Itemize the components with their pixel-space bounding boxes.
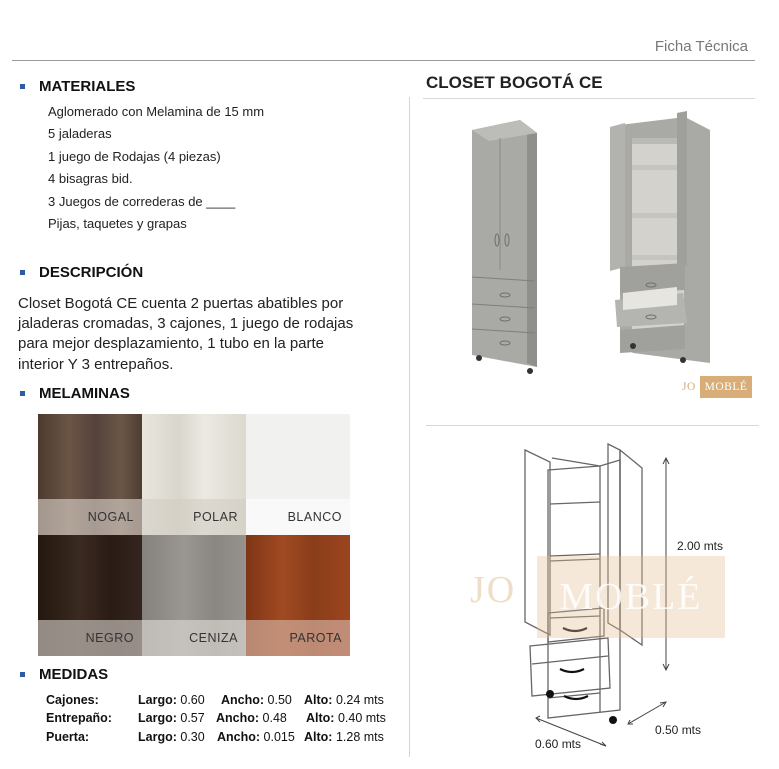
bullet-icon: [20, 672, 25, 677]
swatch-parota: [246, 535, 350, 656]
swatch-ceniza: [142, 535, 246, 656]
swatch-label: CENIZA: [142, 620, 246, 656]
descripcion-title: DESCRIPCIÓN: [39, 264, 144, 281]
brand-logo-left: JO: [682, 381, 696, 393]
swatch-label: BLANCO: [246, 499, 350, 535]
medidas-title: MEDIDAS: [39, 666, 109, 683]
materiales-list: [48, 101, 264, 235]
bullet-icon: [20, 270, 25, 275]
list-item: Aglomerado con Melamina de 15 mm: [48, 104, 265, 119]
height-dimension-label: 2.00 mts: [677, 539, 724, 553]
product-photo: [455, 105, 755, 380]
watermark-logo: MOBLÉ: [537, 556, 725, 638]
header-divider: [12, 60, 755, 61]
list-item: Pijas, taquetes y grapas: [48, 216, 187, 232]
largo-cell: Largo: 0.57: [138, 711, 205, 725]
swatch-label: NEGRO: [38, 620, 142, 656]
bullet-icon: [20, 391, 25, 396]
bullet-icon: [20, 84, 25, 89]
closed-closet-image: [472, 120, 537, 374]
photo-divider: [426, 425, 759, 426]
width-dimension-label: 0.60 mts: [535, 737, 582, 751]
swatch-nogal: [38, 414, 142, 535]
swatch-label: PAROTA: [246, 620, 350, 656]
product-title: CLOSET BOGOTÁ CE: [426, 73, 603, 92]
table-row-label: Puerta:: [46, 730, 90, 744]
alto-cell: Alto: 0.24 mts: [304, 693, 384, 707]
list-item: 4 bisagras bid.: [48, 171, 133, 187]
depth-dimension-label: 0.50 mts: [655, 723, 702, 737]
text-line: Closet Bogotá CE cuenta 2 puertas abatibles por: [18, 295, 344, 312]
watermark-left: JO: [470, 569, 517, 611]
ancho-cell: Ancho: 0.50: [221, 693, 292, 707]
alto-cell: Alto: 1.28 mts: [304, 730, 384, 744]
text-line: jaladeras cromadas, 3 cajones, 1 juego de rodajas: [18, 315, 354, 333]
swatch-negro: [38, 535, 142, 656]
largo-cell: Largo: 0.30: [138, 730, 205, 744]
text-line: interior Y 3 entrepaños.: [18, 355, 174, 373]
column-divider: [409, 97, 410, 757]
table-row-label: Entrepaño:: [46, 711, 112, 725]
open-closet-image: [610, 111, 710, 363]
ancho-cell: Ancho: 0.48: [216, 711, 287, 725]
largo-cell: Largo: 0.60: [138, 693, 205, 707]
ancho-cell: Ancho: 0.015: [217, 730, 295, 744]
title-divider: [423, 98, 755, 99]
list-item: 5 jaladeras: [48, 126, 112, 142]
text-line: para mejor desplazamiento, 1 tubo en la parte: [18, 335, 325, 353]
swatch-label: NOGAL: [38, 499, 142, 535]
materiales-title: MATERIALES: [39, 78, 136, 95]
swatch-polar: [142, 414, 246, 535]
melaminas-title: MELAMINAS: [39, 385, 130, 402]
brand-logo: MOBLÉ: [700, 376, 752, 398]
list-item: 3 Juegos de correderas de ____: [48, 193, 236, 209]
swatch-label: POLAR: [142, 499, 246, 535]
swatch-blanco: [246, 414, 350, 535]
list-item: 1 juego de Rodajas (4 piezas): [48, 148, 221, 164]
table-row-label: Cajones:: [46, 693, 99, 707]
descripcion-text: [18, 294, 403, 375]
alto-cell: Alto: 0.40 mts: [306, 711, 386, 725]
page-header-title: Ficha Técnica: [654, 38, 748, 55]
